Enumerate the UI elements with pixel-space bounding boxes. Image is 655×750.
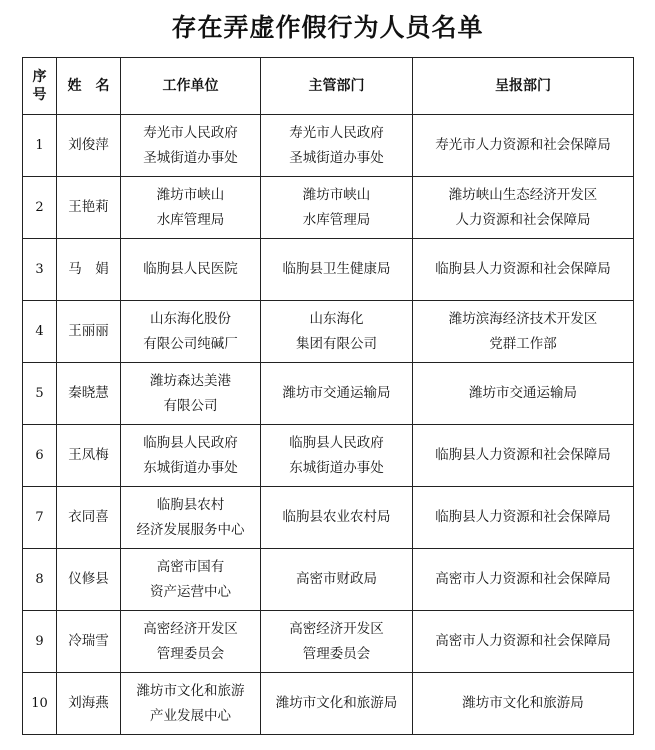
cell-unit xyxy=(121,425,261,487)
cell-name: 刘海燕 xyxy=(57,673,121,735)
cell-unit-line: 经济发展服务中心 xyxy=(136,521,245,538)
table-row xyxy=(23,115,634,177)
cell-report xyxy=(413,487,634,549)
cell-name: 王丽丽 xyxy=(57,301,121,363)
cell-name: 刘俊萍 xyxy=(57,115,121,177)
cell-name: 衣同喜 xyxy=(57,487,121,549)
cell-seq: 8 xyxy=(23,549,57,611)
cell-unit xyxy=(121,301,261,363)
table-row xyxy=(23,301,634,363)
cell-dept-line: 寿光市人民政府 xyxy=(289,124,384,141)
cell-dept-line: 潍坊市交通运输局 xyxy=(282,385,391,401)
cell-report-line: 潍坊市交通运输局 xyxy=(469,385,577,401)
cell-unit-line: 高密经济开发区 xyxy=(143,620,238,637)
cell-name: 王艳莉 xyxy=(57,177,121,239)
cell-report-line: 高密市人力资源和社会保障局 xyxy=(435,633,611,649)
table-row xyxy=(23,177,634,239)
cell-dept-line: 临朐县卫生健康局 xyxy=(282,261,391,277)
cell-dept-line: 圣城街道办事处 xyxy=(289,149,384,166)
cell-dept-line: 潍坊市峡山 xyxy=(302,186,371,203)
cell-dept-line: 管理委员会 xyxy=(302,645,371,662)
cell-report xyxy=(413,115,634,177)
cell-dept xyxy=(261,425,413,487)
cell-unit xyxy=(121,549,261,611)
cell-dept-line: 山东海化 xyxy=(309,310,364,327)
cell-dept xyxy=(261,673,413,735)
cell-dept-line: 临朐县人民政府 xyxy=(289,434,384,451)
cell-unit-line: 山东海化股份 xyxy=(150,310,231,327)
cell-unit xyxy=(121,177,261,239)
cell-dept-line: 集团有限公司 xyxy=(296,335,377,352)
table-row xyxy=(23,549,634,611)
cell-report-line: 临朐县人力资源和社会保障局 xyxy=(435,447,611,463)
cell-unit xyxy=(121,115,261,177)
personnel-table xyxy=(22,57,634,735)
cell-dept-line: 潍坊市文化和旅游局 xyxy=(275,695,398,711)
cell-unit-line: 潍坊市文化和旅游 xyxy=(136,682,245,699)
cell-seq: 5 xyxy=(23,363,57,425)
cell-report-line: 潍坊滨海经济技术开发区 xyxy=(448,310,598,327)
cell-seq: 1 xyxy=(23,115,57,177)
cell-dept xyxy=(261,301,413,363)
cell-report-line: 高密市人力资源和社会保障局 xyxy=(435,571,611,587)
cell-unit-line: 临朐县人民医院 xyxy=(143,261,238,277)
cell-unit-line: 有限公司 xyxy=(163,397,218,414)
cell-report-line: 党群工作部 xyxy=(489,335,557,352)
cell-unit xyxy=(121,673,261,735)
cell-report xyxy=(413,239,634,301)
cell-unit xyxy=(121,363,261,425)
cell-dept xyxy=(261,239,413,301)
cell-dept-line: 东城街道办事处 xyxy=(289,459,384,476)
cell-dept-line: 水库管理局 xyxy=(302,211,371,228)
cell-name: 仪修县 xyxy=(57,549,121,611)
cell-report xyxy=(413,425,634,487)
cell-unit-line: 潍坊市峡山 xyxy=(156,186,225,203)
cell-unit xyxy=(121,611,261,673)
table-row xyxy=(23,363,634,425)
header-dept: 主管部门 xyxy=(261,58,413,115)
cell-seq: 10 xyxy=(23,673,57,735)
cell-report-line: 潍坊峡山生态经济开发区 xyxy=(448,186,598,203)
cell-report-line: 临朐县人力资源和社会保障局 xyxy=(435,261,611,277)
cell-seq: 2 xyxy=(23,177,57,239)
cell-dept-line: 高密市财政局 xyxy=(296,571,377,587)
cell-dept xyxy=(261,363,413,425)
cell-report xyxy=(413,363,634,425)
cell-seq: 3 xyxy=(23,239,57,301)
cell-dept xyxy=(261,487,413,549)
cell-unit-line: 管理委员会 xyxy=(156,645,225,662)
table-row xyxy=(23,487,634,549)
cell-name: 冷瑞雪 xyxy=(57,611,121,673)
header-report: 呈报部门 xyxy=(413,58,634,115)
cell-unit-line: 东城街道办事处 xyxy=(143,459,238,476)
cell-unit xyxy=(121,239,261,301)
table-row xyxy=(23,239,634,301)
cell-dept xyxy=(261,177,413,239)
header-seq xyxy=(23,58,57,115)
header-seq-line: 号 xyxy=(32,87,47,103)
cell-unit-line: 圣城街道办事处 xyxy=(143,149,238,166)
cell-report xyxy=(413,301,634,363)
cell-name: 马 娟 xyxy=(57,239,121,301)
page-title: 存在弄虚作假行为人员名单 xyxy=(171,13,484,42)
cell-unit-line: 产业发展中心 xyxy=(150,707,231,724)
table-row xyxy=(23,673,634,735)
cell-report-line: 潍坊市文化和旅游局 xyxy=(462,695,584,711)
cell-dept xyxy=(261,611,413,673)
cell-report xyxy=(413,549,634,611)
cell-dept xyxy=(261,549,413,611)
cell-unit-line: 高密市国有 xyxy=(156,558,225,575)
cell-report xyxy=(413,177,634,239)
cell-seq: 9 xyxy=(23,611,57,673)
cell-name: 王凤梅 xyxy=(57,425,121,487)
cell-report-line: 临朐县人力资源和社会保障局 xyxy=(435,509,611,525)
cell-seq: 7 xyxy=(23,487,57,549)
cell-unit-line: 寿光市人民政府 xyxy=(143,124,238,141)
table-row xyxy=(23,611,634,673)
cell-report-line: 人力资源和社会保障局 xyxy=(455,211,591,228)
cell-unit xyxy=(121,487,261,549)
cell-report-line: 寿光市人力资源和社会保障局 xyxy=(435,137,611,153)
cell-dept xyxy=(261,115,413,177)
cell-unit-line: 水库管理局 xyxy=(156,211,225,228)
cell-report xyxy=(413,611,634,673)
table-row xyxy=(23,425,634,487)
cell-dept-line: 高密经济开发区 xyxy=(289,620,384,637)
cell-unit-line: 潍坊森达美港 xyxy=(150,372,231,389)
cell-seq: 4 xyxy=(23,301,57,363)
cell-seq: 6 xyxy=(23,425,57,487)
header-unit: 工作单位 xyxy=(121,58,261,115)
cell-report xyxy=(413,673,634,735)
cell-unit-line: 资产运营中心 xyxy=(150,583,231,600)
header-name: 姓 名 xyxy=(57,58,121,115)
cell-unit-line: 临朐县人民政府 xyxy=(143,434,238,451)
cell-dept-line: 临朐县农业农村局 xyxy=(282,509,391,525)
table-header-row xyxy=(23,58,634,115)
cell-unit-line: 临朐县农村 xyxy=(156,496,225,513)
cell-unit-line: 有限公司纯碱厂 xyxy=(143,335,238,352)
header-seq-line: 序 xyxy=(32,69,47,85)
table-body xyxy=(23,115,634,735)
cell-name: 秦晓慧 xyxy=(57,363,121,425)
